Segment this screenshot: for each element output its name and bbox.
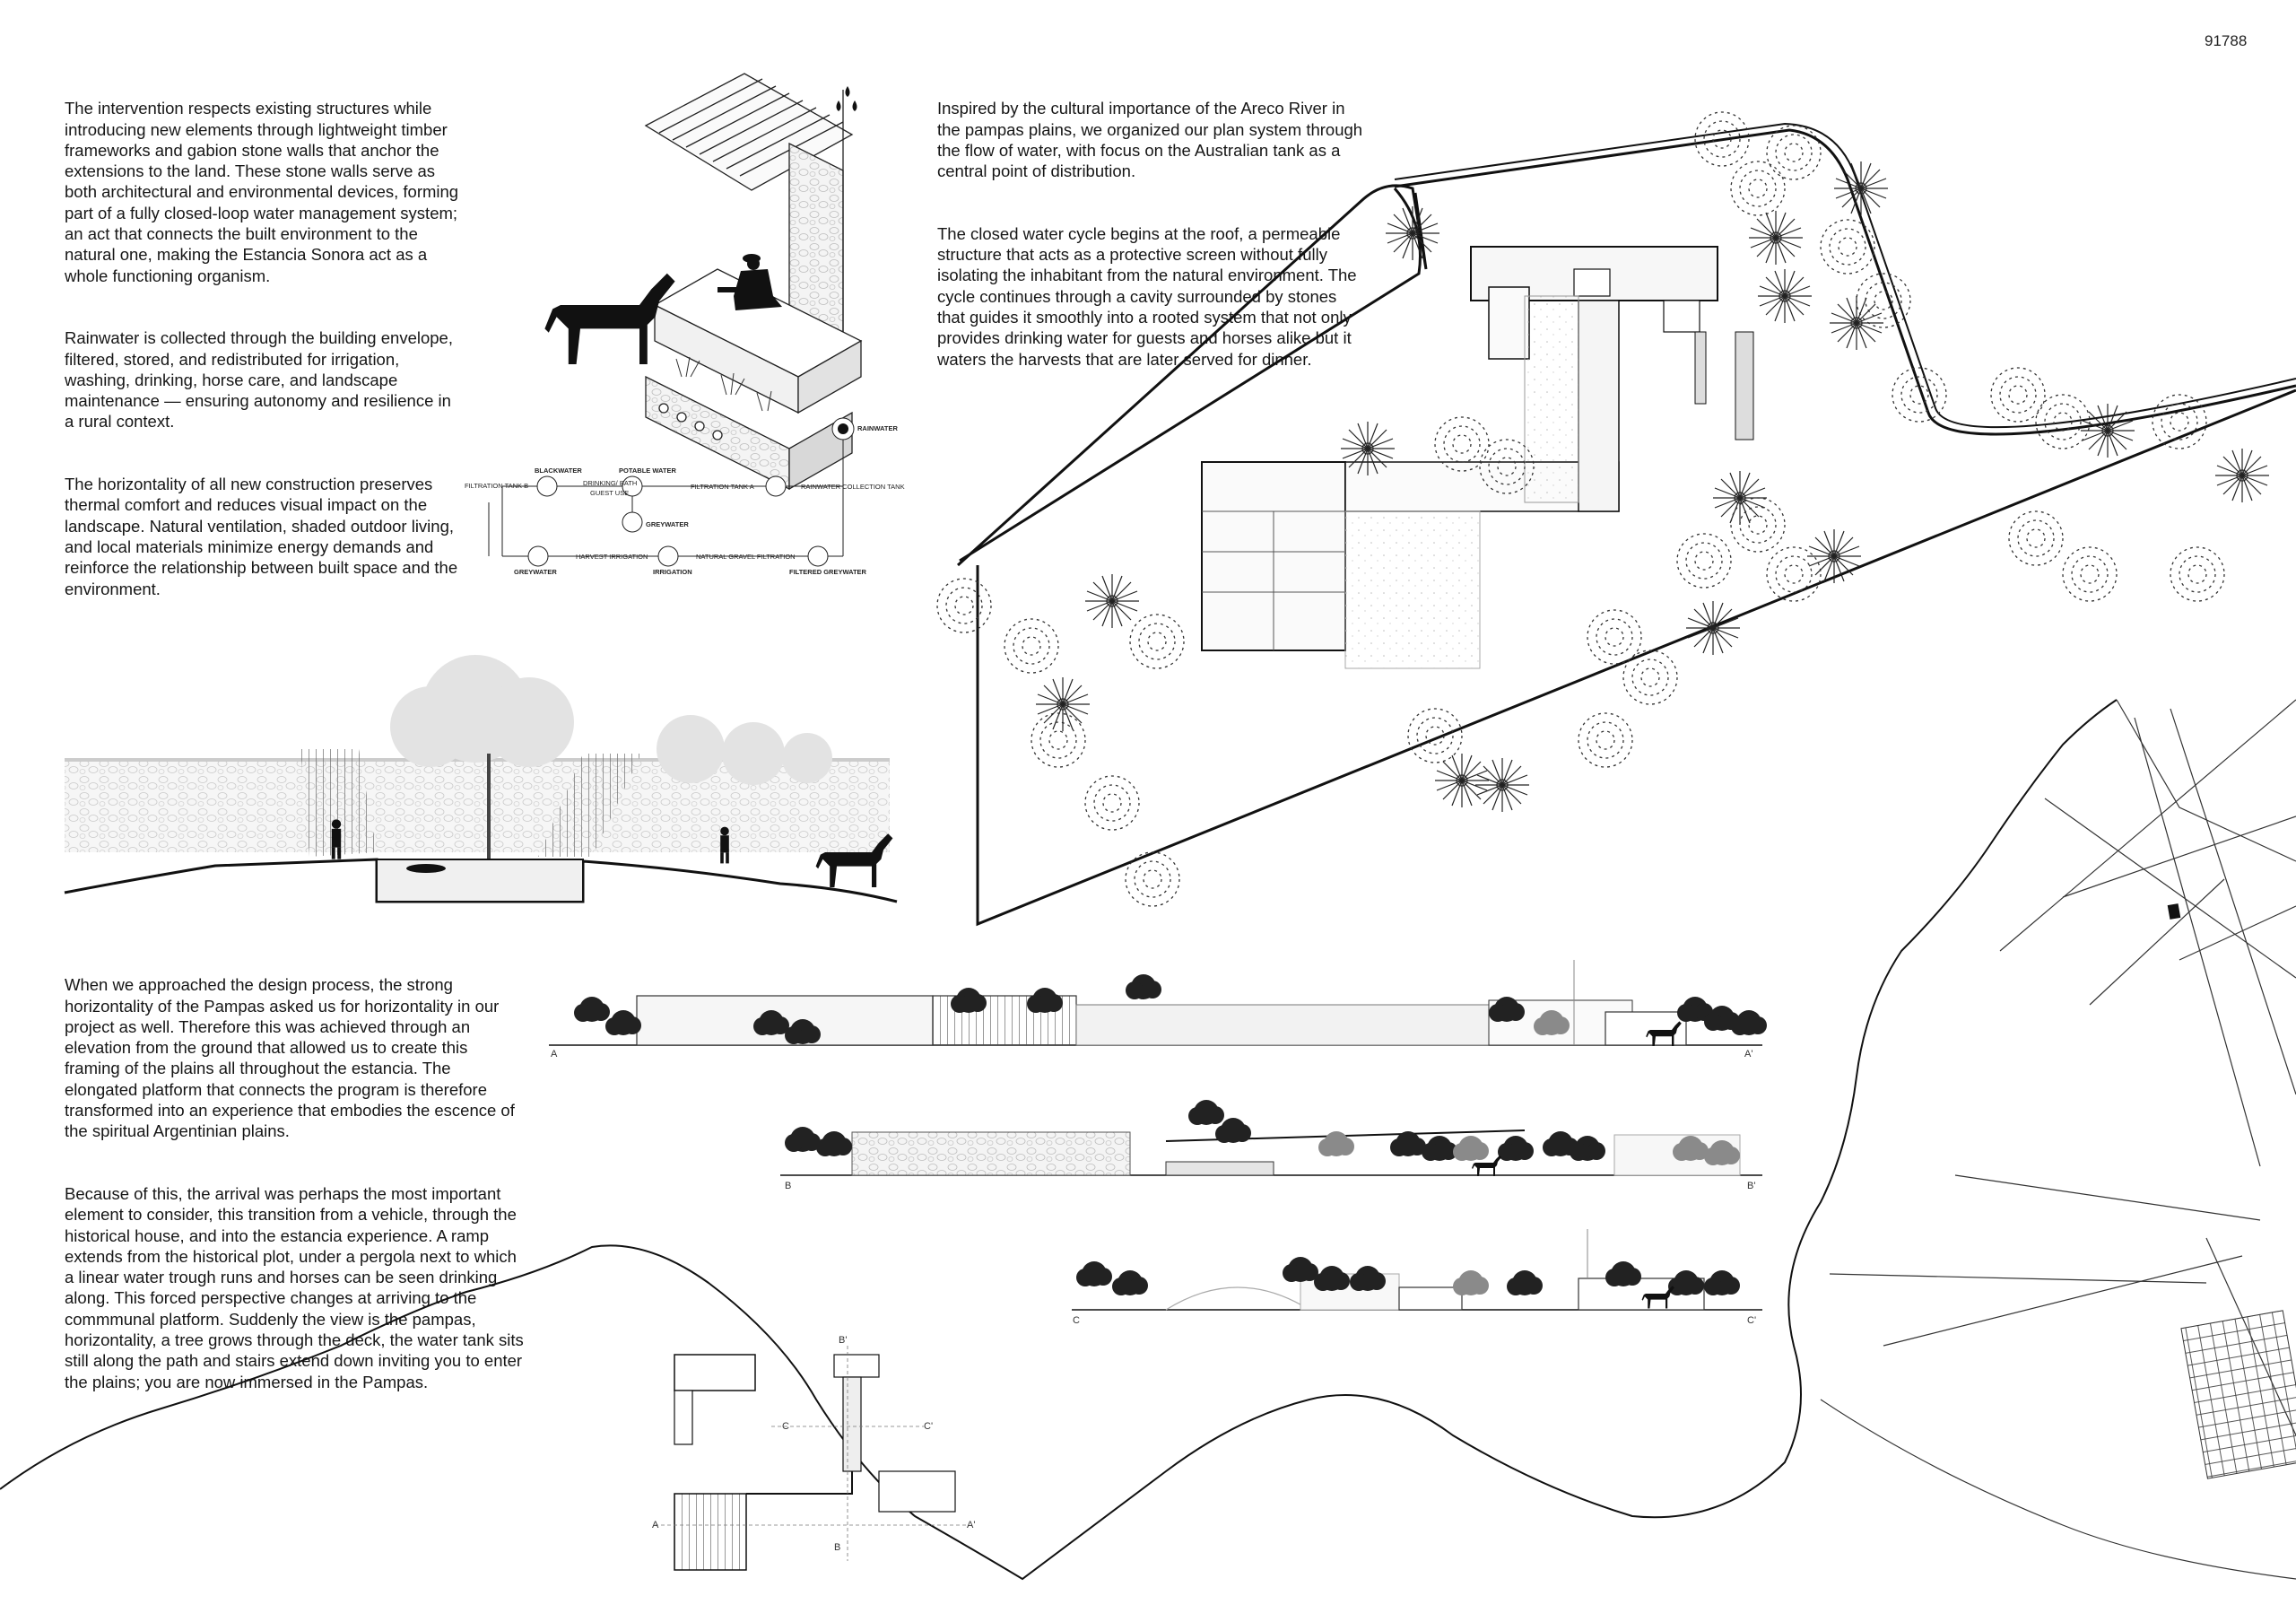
section-a-right-label: A': [1744, 1049, 1753, 1060]
intro-paragraph-3: The horizontality of all new construction preserves thermal comfort and reduces visual impact on the landscape. Natural ventilation, shaded outdoor living, and local materials minimize energy demands and reinforce the relationship between built space and the environment.: [65, 475, 458, 598]
section-c-left-label: C: [1073, 1315, 1080, 1326]
label-filtration-b: FILTRATION TANK B: [465, 482, 529, 490]
town-grid: [2181, 1311, 2296, 1478]
section-c-right-label: C': [1747, 1315, 1757, 1326]
water-paragraph-1: Inspired by the cultural importance of the Areco River in the pampas plains, we organized our plan system through the flow of water, with focus on the Australian tank as a central point of distribution.: [937, 99, 1363, 181]
label-drinking: DRINKING/ BATH: [583, 479, 638, 487]
label-filtered-greywater: FILTERED GREYWATER: [789, 568, 866, 576]
section-a: [549, 960, 1767, 1060]
design-paragraph-1: When we approached the design process, the strong horizontality of the Pampas asked us for horizontality in our project as well. Therefore this was achieved through an elevation from the ground that allowed us to create this framing of the plains all throughout the estancia. The elongated platform that connects the program is therefore transformed into an experience that embodies the escence of the spiritual Argentinian plains.: [65, 975, 515, 1141]
key-plan: [652, 1335, 975, 1570]
label-harvest-irrigation: HARVEST IRRIGATION: [576, 553, 648, 561]
label-collection-tank: RAINWATER COLLECTION TANK: [801, 483, 905, 491]
label-guest-use: GUEST USE: [590, 489, 630, 497]
site-marker: [2168, 903, 2181, 920]
key-b-top: B': [839, 1335, 848, 1346]
water-paragraph-2: The closed water cycle begins at the roof, a permeable structure that acts as a protective screen without fully isolating the inhabitant from the natural environment. The cycle continues through a cavity surrounded by stones that guides it smoothly into a rooted system that not only provides drinking water for guests and horses alike but it waters the harvests that are later served for dinner.: [937, 223, 1357, 369]
section-b: [780, 1100, 1762, 1191]
courtyard-section: [65, 655, 897, 902]
rain-drops: [837, 86, 857, 111]
section-b-right-label: B': [1747, 1181, 1756, 1191]
section-a-left-label: A: [551, 1049, 558, 1060]
site-plan: [937, 112, 2296, 924]
key-c-right: C': [924, 1421, 934, 1432]
label-potable: POTABLE WATER: [619, 467, 676, 475]
label-greywater-left: GREYWATER: [514, 568, 557, 576]
label-filtration-a: FILTRATION TANK A: [691, 483, 754, 491]
intro-paragraph-2: Rainwater is collected through the building envelope, filtered, stored, and redistributed for irrigation, washing, drinking, horse care, and landscape maintenance — ensuring autonomy and resilience in a rural context.: [65, 328, 453, 432]
key-b-bottom: B: [834, 1542, 841, 1553]
label-gravel-filtration: NATURAL GRAVEL FILTRATION: [696, 553, 796, 561]
section-b-left-label: B: [785, 1181, 792, 1191]
label-blackwater: BLACKWATER: [535, 467, 582, 475]
section-c: [1072, 1229, 1762, 1326]
label-greywater-mid: GREYWATER: [646, 520, 689, 528]
key-a-left: A: [652, 1520, 659, 1530]
design-paragraph-2: Because of this, the arrival was perhaps the most important element to consider, this transition from a vehicle, through the historical house, and into the estancia experience. A ramp extends from the historical plot, under a pergola next to which a linear water trough runs and horses can be seen drinking along. This forced perspective changes at arriving to the commmunal platform. Suddenly the view is the pampas, horizontality, a tree grows through the deck, the water tank sits still along the path and stairs extend down inviting you to enter the plains; you are now immersed in the Pampas.: [65, 1183, 524, 1391]
intro-paragraph-1: The intervention respects existing structures while introducing new elements through lightweight timber frameworks and gabion stone walls that anchor the extensions to the land. These stone walls serve as both architectural and environmental devices, forming part of a fully closed-loop water management system; an act that connects the built environment to the natural one, making the Estancia Sonora act as a whole functioning organism.: [65, 99, 459, 285]
key-a-right: A': [967, 1520, 976, 1530]
key-c-left: C: [782, 1421, 789, 1432]
label-irrigation: IRRIGATION: [653, 568, 692, 576]
sheet-number: 91788: [2205, 32, 2248, 49]
label-rainwater: RAINWATER: [857, 424, 898, 432]
